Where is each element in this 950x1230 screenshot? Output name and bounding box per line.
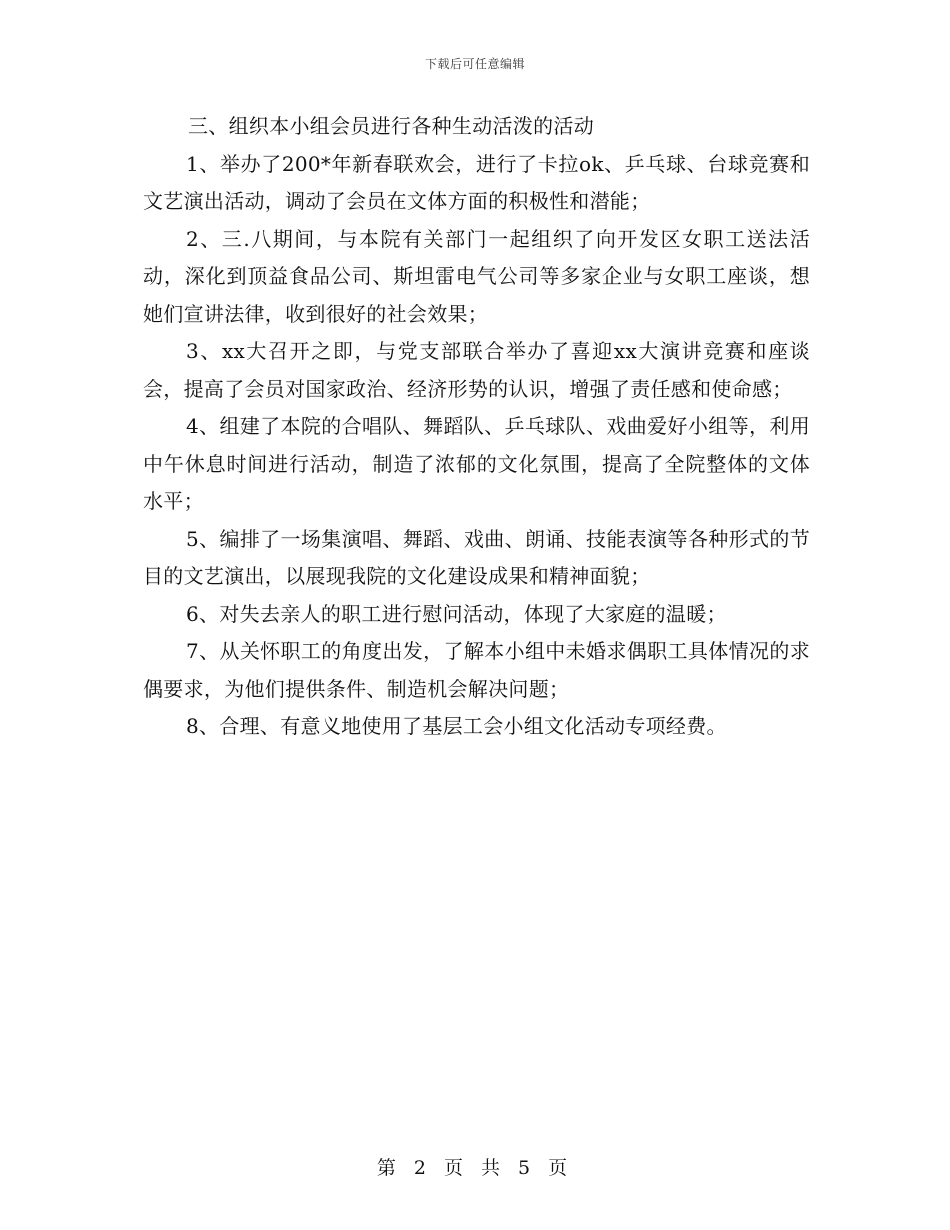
header-note: 下载后可任意编辑: [424, 57, 525, 71]
list-item: 5、编排了一场集演唱、舞蹈、戏曲、朗诵、技能表演等各种形式的节目的文艺演出，以展现我院的文化建设成果和精神面貌；: [143, 526, 810, 588]
list-item: 8、合理、有意义地使用了基层工会小组文化活动专项经费。: [186, 714, 727, 738]
list-item: 4、组建了本院的合唱队、舞蹈队、乒乓球队、戏曲爱好小组等，利用中午休息时间进行活动，制造了浓郁的文化氛围，提高了全院整体的文体水平；: [143, 414, 810, 513]
list-item: 3、xx大召开之即，与党支部联合举办了喜迎xx大演讲竞赛和座谈会，提高了会员对国家政治、经济形势的认识，增强了责任感和使命感；: [143, 339, 810, 401]
list-item: 2、三.八期间，与本院有关部门一起组织了向开发区女职工送法活动，深化到顶益食品公司、斯坦雷电气公司等多家企业与女职工座谈，想她们宣讲法律，收到很好的社会效果；: [143, 226, 810, 326]
list-item: 7、从关怀职工的角度出发，了解本小组中未婚求偶职工具体情况的求偶要求，为他们提供条件、制造机会解决问题；: [143, 639, 810, 701]
page-footer: 第 2 页 共 5 页: [376, 1157, 574, 1179]
list-item: 6、对失去亲人的职工进行慰问活动，体现了大家庭的温暖；: [186, 601, 727, 626]
section-heading: 三、组织本小组会员进行各种生动活泼的活动: [188, 114, 594, 138]
list-item: 1、举办了200*年新春联欢会，进行了卡拉ok、乒乓球、台球竞赛和文艺演出活动，调动了会员在文体方面的积极性和潜能；: [143, 151, 810, 213]
document-body: [143, 108, 810, 746]
